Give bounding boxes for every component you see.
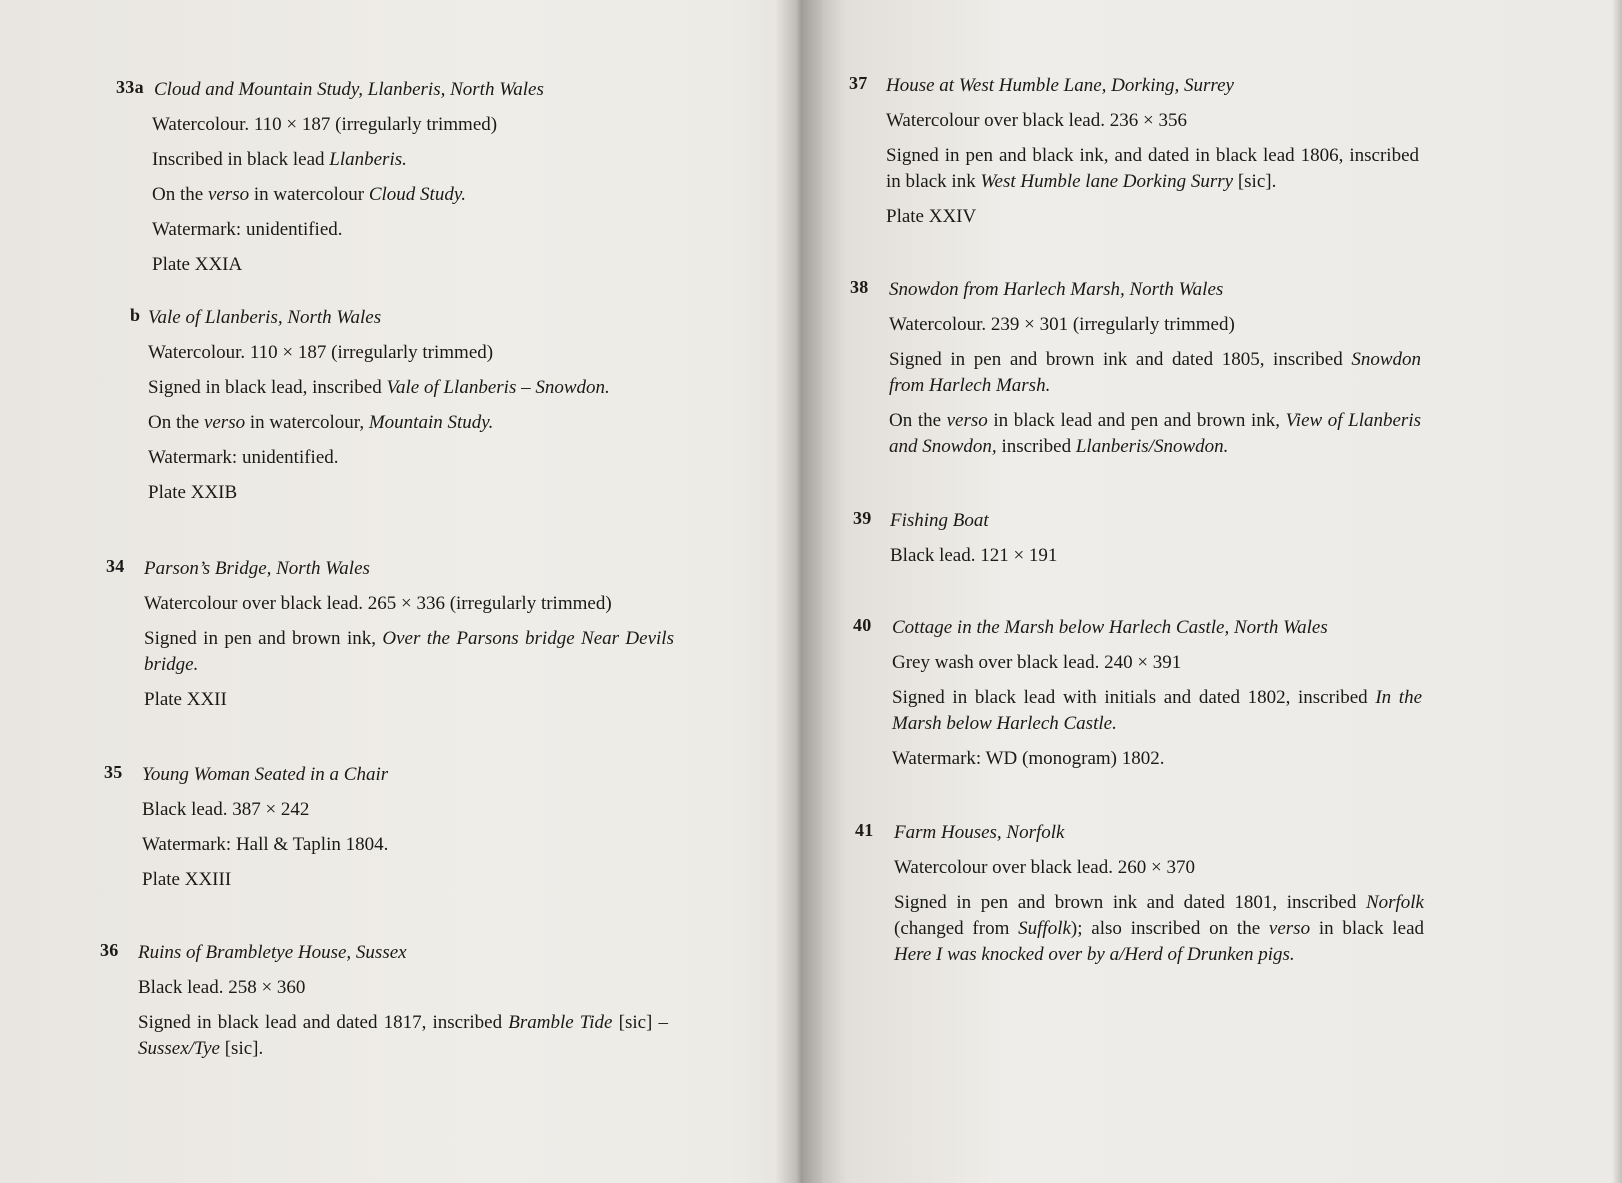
entry-plate: Plate XXIV <box>886 206 977 227</box>
right-page <box>823 0 1622 1183</box>
entry-title: Farm Houses, Norfolk <box>894 822 1065 843</box>
entry-title: Ruins of Brambletye House, Sussex <box>138 942 407 963</box>
entry-inscription: Signed in black lead with initials and dated 1802, inscribed In the Marsh below Harlech Castle. <box>892 687 1422 734</box>
entry-title: Fishing Boat <box>890 510 989 531</box>
entry-inscription: Signed in black lead and dated 1817, inscribed Bramble Tide [sic] – Sussex/Tye [sic]. <box>138 1012 668 1059</box>
entry-title: Cloud and Mountain Study, Llanberis, North Wales <box>154 79 544 100</box>
entry-title: Parson’s Bridge, North Wales <box>144 558 370 579</box>
entry-verso: On the verso in black lead and pen and brown ink, View of Llanberis and Snowdon, inscribed Llanberis/Snowdon. <box>889 410 1421 457</box>
entry-plate: Plate XXII <box>144 689 227 710</box>
entry-inscription: Inscribed in black lead Llanberis. <box>152 149 407 170</box>
catalogue-entry-40 <box>853 615 1473 772</box>
entry-number: 39 <box>853 508 872 528</box>
entry-medium: Black lead. 258 × 360 <box>138 977 306 998</box>
catalogue-entry-34 <box>106 556 686 713</box>
entry-plate: Plate XXIB <box>148 482 238 503</box>
entry-watermark: Watermark: unidentified. <box>148 447 339 468</box>
entry-inscription: Signed in pen and brown ink and dated 1805, inscribed Snowdon from Harlech Marsh. <box>889 349 1421 396</box>
entry-medium: Watercolour over black lead. 265 × 336 (irregularly trimmed) <box>144 593 612 614</box>
entry-inscription: Signed in pen and black ink, and dated in black lead 1806, inscribed in black ink West Humble lane Dorking Surry [sic]. <box>886 145 1419 192</box>
entry-medium: Watercolour. 239 × 301 (irregularly trimmed) <box>889 314 1235 335</box>
catalogue-entry-33a <box>116 77 716 278</box>
entry-number: 34 <box>106 556 125 576</box>
entry-title: Young Woman Seated in a Chair <box>142 764 389 785</box>
entry-title: Snowdon from Harlech Marsh, North Wales <box>889 279 1224 300</box>
entry-number: 36 <box>100 940 119 960</box>
entry-number: 37 <box>849 73 868 93</box>
catalogue-entry-38 <box>850 277 1470 460</box>
entry-number: 38 <box>850 277 869 297</box>
entry-medium: Watercolour over black lead. 260 × 370 <box>894 857 1195 878</box>
entry-medium: Black lead. 387 × 242 <box>142 799 310 820</box>
entry-inscription: Signed in pen and brown ink and dated 1801, inscribed Norfolk (changed from Suffolk); also inscribed on the verso in black lead Here I was knocked over by a/Herd of Drunken pigs. <box>894 892 1425 965</box>
left-page <box>0 0 775 1183</box>
entry-inscription: Signed in pen and brown ink, Over the Parsons bridge Near Devils bridge. <box>144 628 674 675</box>
entry-verso: On the verso in watercolour, Mountain Study. <box>148 412 494 433</box>
entry-verso: On the verso in watercolour Cloud Study. <box>152 184 466 205</box>
entry-number: 35 <box>104 762 123 782</box>
catalogue-entry-41 <box>855 820 1475 968</box>
entry-medium: Watercolour over black lead. 236 × 356 <box>886 110 1187 131</box>
catalogue-entry-37 <box>849 73 1469 230</box>
entry-number: 33a <box>116 77 144 97</box>
entry-title: Vale of Llanberis, North Wales <box>148 307 382 328</box>
entry-number: b <box>130 305 141 325</box>
entry-plate: Plate XXIA <box>152 254 243 275</box>
entry-watermark: Watermark: WD (monogram) 1802. <box>892 748 1165 769</box>
entry-medium: Watercolour. 110 × 187 (irregularly trimmed) <box>148 342 494 363</box>
entry-plate: Plate XXIII <box>142 869 232 890</box>
entry-medium: Watercolour. 110 × 187 (irregularly trimmed) <box>152 114 498 135</box>
book-gutter <box>775 0 823 1183</box>
entry-watermark: Watermark: unidentified. <box>152 219 343 240</box>
entry-medium: Black lead. 121 × 191 <box>890 545 1058 566</box>
catalogue-entry-33b <box>130 305 710 506</box>
catalogue-entry-36 <box>100 940 700 1062</box>
entry-medium: Grey wash over black lead. 240 × 391 <box>892 652 1182 673</box>
catalogue-entry-39 <box>853 508 1473 569</box>
entry-title: House at West Humble Lane, Dorking, Surrey <box>886 75 1234 96</box>
entry-inscription: Signed in black lead, inscribed Vale of Llanberis – Snowdon. <box>148 377 610 398</box>
entry-watermark: Watermark: Hall & Taplin 1804. <box>142 834 389 855</box>
entry-number: 40 <box>853 615 872 635</box>
entry-title: Cottage in the Marsh below Harlech Castle, North Wales <box>892 617 1328 638</box>
catalogue-entry-35 <box>104 762 684 893</box>
entry-number: 41 <box>855 820 874 840</box>
